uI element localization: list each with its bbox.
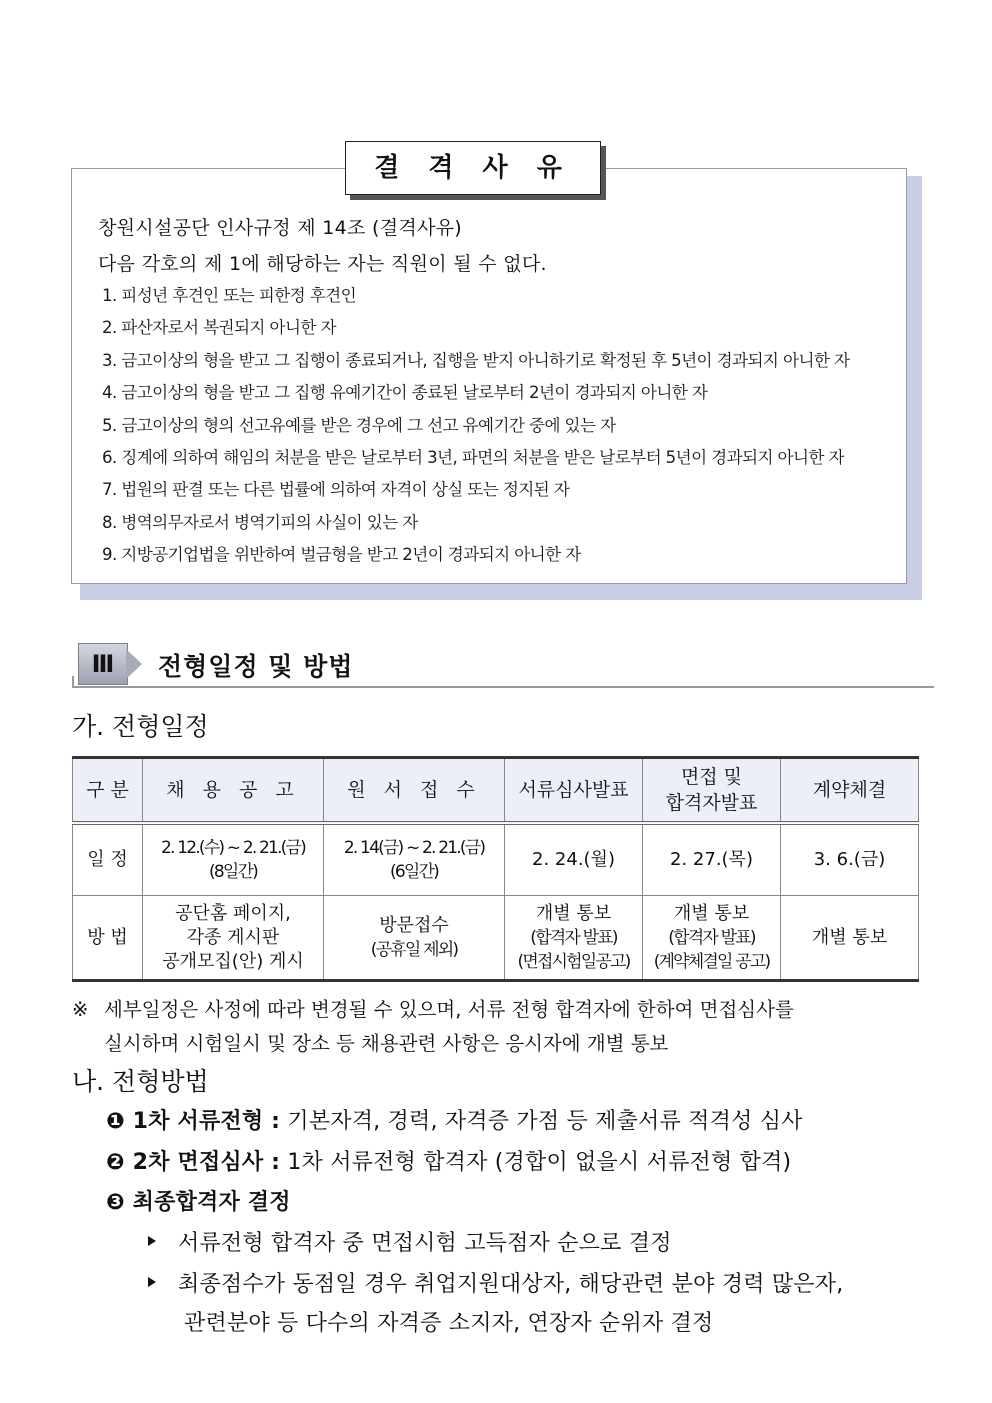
posting-date-days: (8일간) bbox=[209, 862, 257, 882]
triangle-bullet-icon bbox=[148, 1277, 156, 1287]
step2-label: ❷ 2차 면접심사 : bbox=[106, 1150, 281, 1175]
cell-posting-method bbox=[143, 896, 324, 981]
interview-method-line2: (합격자 발표) bbox=[668, 927, 755, 948]
step1-text: 기본자격, 경력, 자격증 가점 등 제출서류 적격성 심사 bbox=[280, 1109, 803, 1134]
application-method-line1: 방문접수 bbox=[379, 914, 449, 936]
application-method-line2: (공휴일 제외) bbox=[370, 939, 458, 960]
disqualification-item: 1. 피성년 후견인 또는 피한정 후견인 bbox=[102, 286, 357, 305]
header-category: 구 분 bbox=[73, 758, 143, 824]
disqualification-title: 결 격 사 유 bbox=[345, 141, 601, 195]
cell-interview-date: 2. 27.(목) bbox=[643, 823, 781, 896]
schedule-table bbox=[72, 756, 919, 982]
cell-contract-date: 3. 6.(금) bbox=[781, 823, 919, 896]
header-job-posting: 채 용 공 고 bbox=[143, 758, 324, 824]
header-contract: 계약체결 bbox=[781, 758, 919, 824]
section-title: 전형일정 및 방법 bbox=[158, 652, 354, 681]
document-method-line2: (합격자 발표) bbox=[530, 927, 617, 948]
triangle-bullet-icon bbox=[148, 1236, 156, 1246]
section-arrow-icon bbox=[126, 649, 142, 679]
document-method-line3: (면접시험일공고) bbox=[517, 951, 630, 972]
method-step2 bbox=[106, 1145, 791, 1176]
disqualification-item: 8. 병역의무자로서 병역기피의 사실이 있는 자 bbox=[102, 512, 418, 532]
application-date-days: (6일간) bbox=[390, 862, 438, 882]
schedule-subtitle: 가. 전형일정 bbox=[72, 712, 209, 741]
cell-interview-method bbox=[643, 896, 781, 981]
disqualification-heading-regulation: 창원시설공단 인사규정 제 14조 (결격사유) bbox=[98, 217, 463, 239]
disqualification-item: 4. 금고이상의 형을 받고 그 집행 유예기간이 종료된 날로부터 2년이 경과되지 아니한 자 bbox=[102, 383, 708, 403]
interview-method-line1: 개별 통보 bbox=[673, 902, 750, 924]
header-interview-line2: 합격자발표 bbox=[665, 792, 758, 814]
note-mark: ※ bbox=[72, 998, 89, 1021]
disqualification-item: 9. 지방공기업법을 위반하여 벌금형을 받고 2년이 경과되지 아니한 자 bbox=[102, 545, 581, 565]
posting-date-range: 2. 12.(수) ~ 2. 21.(금) bbox=[161, 838, 305, 858]
section-header-underline bbox=[72, 686, 934, 688]
disqualification-item: 5. 금고이상의 형의 선고유예를 받은 경우에 그 선고 유예기간 중에 있는 자 bbox=[102, 415, 616, 435]
disqualification-item: 7. 법원의 판결 또는 다른 법률에 의하여 자격이 상실 또는 정지된 자 bbox=[102, 480, 570, 500]
schedule-note bbox=[72, 993, 922, 1061]
disqualification-item: 6. 징계에 의하여 해임의 처분을 받은 날로부터 3년, 파면의 처분을 받은 날로부터 5년이 경과되지 아니한 자 bbox=[102, 447, 844, 467]
disqualification-item: 3. 금고이상의 형을 받고 그 집행이 종료되거나, 집행을 받지 아니하기로 확정된 후 5년이 경과되지 아니한 자 bbox=[102, 350, 850, 370]
table-row bbox=[73, 896, 919, 981]
disqualification-list bbox=[102, 282, 849, 574]
header-document-result: 서류심사발표 bbox=[505, 758, 643, 824]
posting-method-line2: 각종 게시판 bbox=[186, 926, 280, 948]
step2-text: 1차 서류전형 합격자 (경합이 없을시 서류전형 합격) bbox=[280, 1150, 792, 1175]
interview-method-line3: (계약체결일 공고) bbox=[653, 951, 770, 972]
method-step3 bbox=[106, 1185, 291, 1216]
header-application: 원 서 접 수 bbox=[324, 758, 505, 824]
cell-document-result-date: 2. 24.(월) bbox=[505, 823, 643, 896]
bullet2-text: 최종점수가 동점일 경우 취업지원대상자, 해당관련 분야 경력 많은자, bbox=[178, 1272, 844, 1297]
header-interview-line1: 면접 및 bbox=[680, 766, 743, 788]
note-line1: 세부일정은 사정에 따라 변경될 수 있으며, 서류 전형 합격자에 한하여 면접심사를 bbox=[104, 998, 794, 1021]
method-bullet bbox=[148, 1267, 843, 1298]
step1-label: ❶ 1차 서류전형 : bbox=[106, 1109, 281, 1134]
section-number-badge: Ⅲ bbox=[78, 643, 128, 685]
cell-document-result-method bbox=[505, 896, 643, 981]
posting-method-line3: 공개모집(안) 게시 bbox=[162, 950, 304, 972]
posting-method-line1: 공단홈 페이지, bbox=[175, 902, 291, 924]
cell-application-date bbox=[324, 823, 505, 896]
disqualification-item: 2. 파산자로서 복권되지 아니한 자 bbox=[102, 318, 336, 338]
document-method-line1: 개별 통보 bbox=[535, 902, 612, 924]
cell-application-method bbox=[324, 896, 505, 981]
schedule-header-row bbox=[73, 758, 919, 824]
method-step1 bbox=[106, 1104, 803, 1135]
method-subtitle: 나. 전형방법 bbox=[72, 1067, 209, 1096]
row-label-method: 방 법 bbox=[73, 896, 143, 981]
cell-posting-date bbox=[143, 823, 324, 896]
bullet1-text: 서류전형 합격자 중 면접시험 고득점자 순으로 결정 bbox=[178, 1231, 672, 1256]
method-bullet-continuation: 관련분야 등 다수의 자격증 소지자, 연장자 순위자 결정 bbox=[184, 1311, 714, 1336]
cell-contract-method: 개별 통보 bbox=[781, 896, 919, 981]
disqualification-heading-intro: 다음 각호의 제 1에 해당하는 자는 직원이 될 수 없다. bbox=[98, 253, 547, 275]
header-interview-result bbox=[643, 758, 781, 824]
step3-label: ❸ 최종합격자 결정 bbox=[106, 1190, 291, 1215]
application-date-range: 2. 14(금) ~ 2. 21.(금) bbox=[343, 838, 485, 858]
row-label-date: 일 정 bbox=[73, 823, 143, 896]
table-row bbox=[73, 823, 919, 896]
method-bullet bbox=[148, 1226, 672, 1257]
note-line2: 실시하며 시험일시 및 장소 등 채용관련 사항은 응시자에 개별 통보 bbox=[104, 1032, 669, 1055]
